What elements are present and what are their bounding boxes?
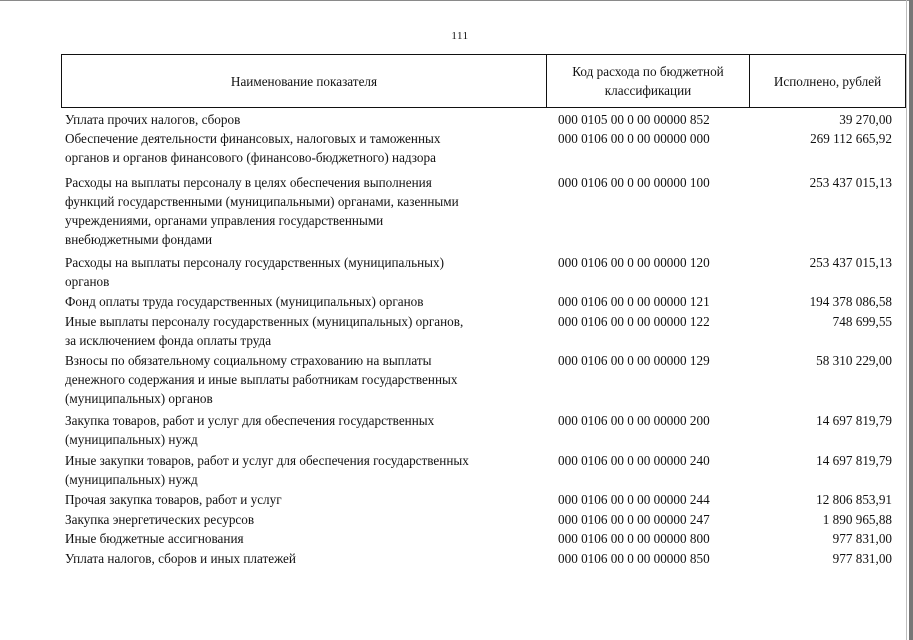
row-name: Иные выплаты персоналу государственных (муниципальных) органов, за исключением фонда оплаты труда: [65, 314, 464, 348]
row-name: Расходы на выплаты персоналу государственных (муниципальных) органов: [65, 255, 445, 289]
row-code: 000 0106 00 0 00 00000 850: [558, 551, 710, 566]
row-name: Расходы на выплаты персоналу в целях обеспечения выполнения функций государственными (муниципальными) органами, казенными учреждениями, органами управления государственными внебюджетными фондами: [65, 175, 459, 247]
row-code: 000 0106 00 0 00 00000 100: [558, 175, 710, 190]
row-amount: 253 437 015,13: [809, 175, 892, 190]
scan-edge-right-line: [906, 0, 907, 640]
scan-edge-right: [909, 0, 913, 640]
row-amount: 14 697 819,79: [816, 453, 892, 468]
row-amount: 748 699,55: [832, 314, 892, 329]
row-code: 000 0106 00 0 00 00000 800: [558, 531, 710, 546]
row-name: Прочая закупка товаров, работ и услуг: [65, 492, 282, 507]
row-code: 000 0106 00 0 00 00000 000: [558, 131, 710, 146]
row-amount: 14 697 819,79: [816, 413, 892, 428]
row-amount: 58 310 229,00: [816, 353, 892, 368]
row-name: Закупка товаров, работ и услуг для обеспечения государственных (муниципальных) нужд: [65, 413, 435, 447]
row-amount: 39 270,00: [839, 112, 892, 127]
row-name: Иные закупки товаров, работ и услуг для обеспечения государственных (муниципальных) нужд: [65, 453, 469, 487]
row-name: Взносы по обязательному социальному страхованию на выплаты денежного содержания и иные выплаты работникам государственных (муниципальных) органов: [65, 353, 458, 406]
row-amount: 12 806 853,91: [816, 492, 892, 507]
row-amount: 194 378 086,58: [809, 294, 892, 309]
row-code: 000 0106 00 0 00 00000 247: [558, 512, 710, 527]
header-code: Код расхода по бюджетной классификации: [546, 55, 749, 107]
row-code: 000 0106 00 0 00 00000 240: [558, 453, 710, 468]
row-code: 000 0105 00 0 00 00000 852: [558, 112, 710, 127]
row-name: Фонд оплаты труда государственных (муниципальных) органов: [65, 294, 424, 309]
page-number: 111: [451, 30, 469, 42]
row-name: Уплата прочих налогов, сборов: [65, 112, 241, 127]
header-name: Наименование показателя: [230, 73, 378, 89]
row-amount: 977 831,00: [832, 531, 892, 546]
row-code: 000 0106 00 0 00 00000 244: [558, 492, 710, 507]
row-code: 000 0106 00 0 00 00000 122: [558, 314, 710, 329]
row-name: Иные бюджетные ассигнования: [65, 531, 244, 546]
header-amount: Исполнено, рублей: [749, 55, 905, 107]
row-code: 000 0106 00 0 00 00000 129: [558, 353, 710, 368]
row-code: 000 0106 00 0 00 00000 121: [558, 294, 710, 309]
scan-edge-top: [0, 0, 913, 1]
row-amount: 269 112 665,92: [810, 131, 892, 146]
table-header: [61, 54, 906, 108]
row-name: Обеспечение деятельности финансовых, налоговых и таможенных органов и органов финансового (финансово-бюджетного) надзора: [65, 131, 441, 165]
row-amount: 1 890 965,88: [822, 512, 892, 527]
row-name: Уплата налогов, сборов и иных платежей: [65, 551, 296, 566]
row-code: 000 0106 00 0 00 00000 120: [558, 255, 710, 270]
row-amount: 253 437 015,13: [809, 255, 892, 270]
row-name: Закупка энергетических ресурсов: [65, 512, 255, 527]
row-amount: 977 831,00: [832, 551, 892, 566]
row-code: 000 0106 00 0 00 00000 200: [558, 413, 710, 428]
